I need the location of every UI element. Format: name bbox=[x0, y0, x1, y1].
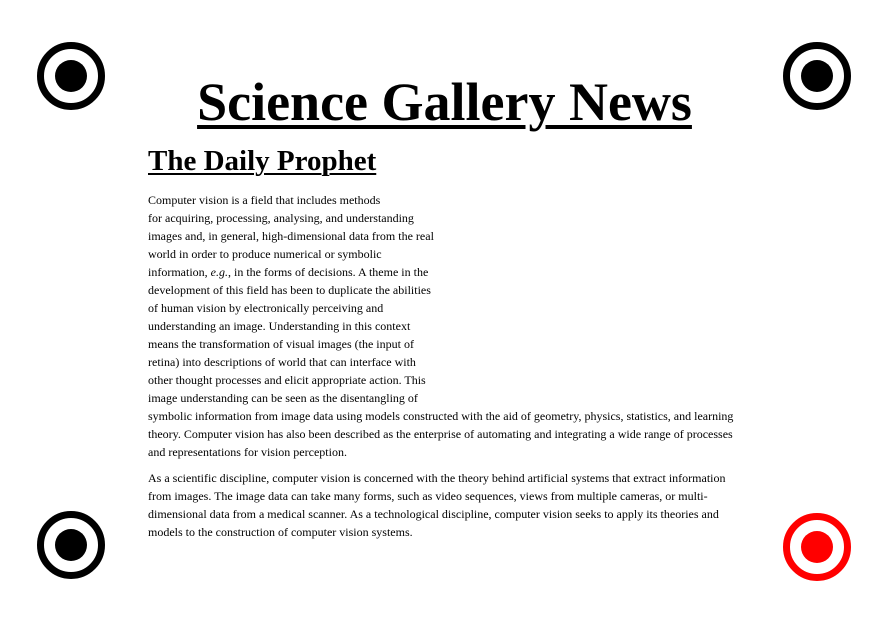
paragraph-line: world in order to produce numerical or symbolic bbox=[148, 247, 382, 261]
paragraph-line: symbolic information from image data using models constructed with the aid of geometry, physics, statistics, and learning bbox=[148, 409, 734, 423]
marker-center bbox=[55, 529, 87, 561]
paragraph-line: image understanding can be seen as the disentangling of bbox=[148, 391, 418, 405]
target-marker-icon-bottom-left bbox=[37, 511, 105, 579]
line-segment: information, bbox=[148, 265, 211, 279]
article-heading: The Daily Prophet bbox=[148, 145, 377, 177]
article-paragraph-1 bbox=[148, 191, 748, 461]
paragraph-line: and representations for vision perception. bbox=[148, 445, 347, 459]
italic-abbreviation: e.g. bbox=[210, 265, 228, 279]
paragraph-line: of human vision by electronically perceiving and bbox=[148, 301, 384, 315]
paragraph-line: for acquiring, processing, analysing, and understanding bbox=[148, 211, 414, 225]
article-body bbox=[148, 191, 748, 541]
paragraph-line: other thought processes and elicit appropriate action. This bbox=[148, 373, 426, 387]
paragraph-line: Computer vision is a field that includes methods bbox=[148, 193, 381, 207]
article-paragraph-2: As a scientific discipline, computer vision is concerned with the theory behind artificial systems that extract information from images. The image data can take many forms, such as video sequences, views from multiple cameras, or multi-dimensional data from a medical scanner. As a technological discipline, computer vision seeks to apply its theories and models to the construction of computer vision systems. bbox=[148, 471, 726, 539]
masthead-title bbox=[0, 70, 889, 134]
paragraph-line: images and, in general, high-dimensional data from the real bbox=[148, 229, 434, 243]
paragraph-line: theory. Computer vision has also been described as the enterprise of automating and integrating a wide range of processes bbox=[148, 427, 733, 441]
marker-center bbox=[801, 531, 833, 563]
target-marker-icon-bottom-right bbox=[783, 513, 851, 581]
paragraph-line: means the transformation of visual images (the input of bbox=[148, 337, 414, 351]
masthead-title-text: Science Gallery News bbox=[197, 72, 692, 132]
paragraph-line: development of this field has been to duplicate the abilities bbox=[148, 283, 431, 297]
paragraph-line bbox=[148, 263, 748, 281]
line-segment: , in the forms of decisions. A theme in the bbox=[227, 265, 429, 279]
paragraph-line: retina) into descriptions of world that can interface with bbox=[148, 355, 416, 369]
paragraph-line: understanding an image. Understanding in this context bbox=[148, 319, 411, 333]
